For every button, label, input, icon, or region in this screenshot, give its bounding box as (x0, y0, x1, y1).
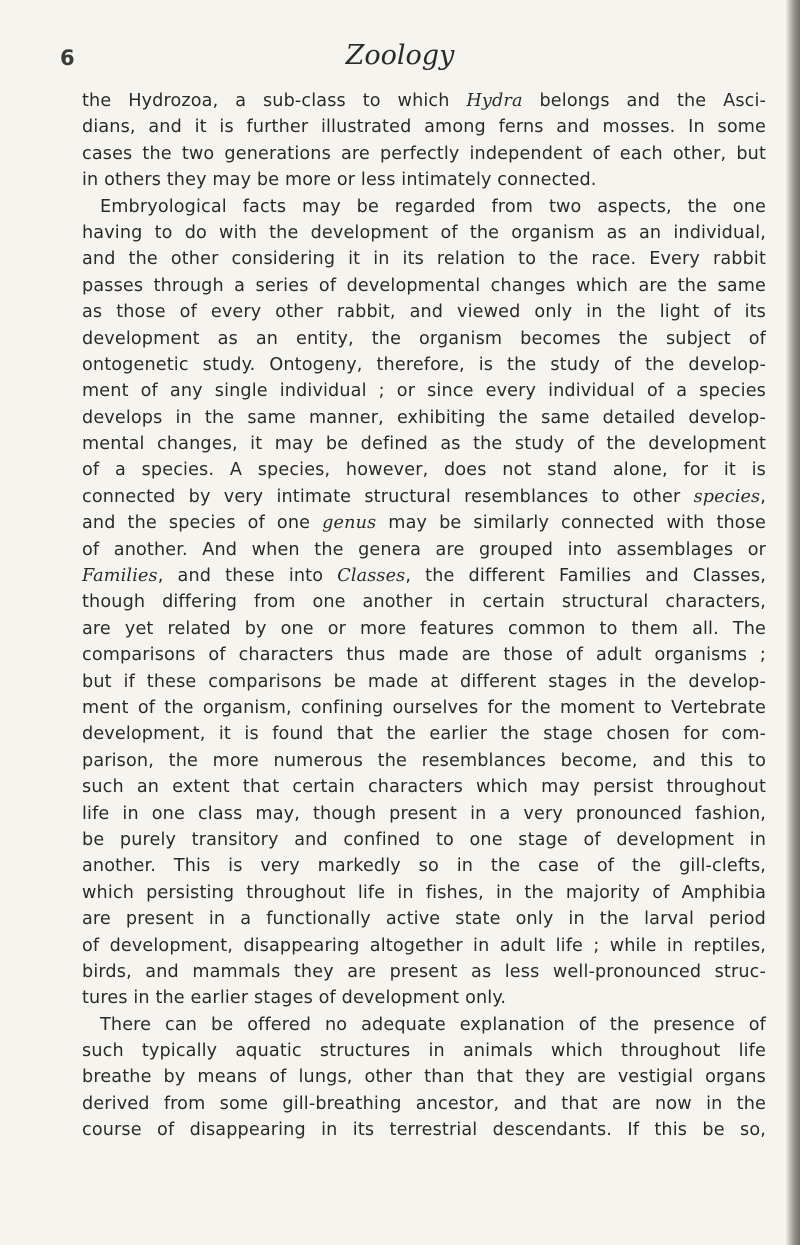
italic-term: species (693, 486, 761, 507)
text-line (82, 748, 766, 774)
text-line (82, 1038, 766, 1064)
text-line (82, 352, 766, 378)
text-line (82, 880, 766, 906)
text-run: There can be offered no adequate explanation of the presence of (100, 1014, 766, 1035)
text-run: belongs and the Asci- (522, 91, 766, 111)
text-run: development, it is found that the earlier the stage chosen for com- (82, 724, 766, 745)
italic-term: Hydra (466, 91, 523, 111)
page-number: 6 (60, 46, 75, 70)
text-line (82, 959, 766, 985)
text-line (82, 669, 766, 695)
text-run: another. This is very markedly so in the case of the gill-clefts, (82, 856, 766, 877)
text-line (82, 299, 766, 325)
text-line (82, 827, 766, 853)
text-line (82, 616, 766, 642)
text-run: breathe by means of lungs, other than that they are vestigial organs (82, 1067, 766, 1088)
text-line (82, 563, 766, 589)
text-line (82, 220, 766, 246)
text-run: ment of the organism, confining ourselves for the moment to Vertebrate (82, 697, 766, 718)
text-run: life in one class may, though present in a very pronounced fashion, (82, 803, 766, 824)
text-line (82, 273, 766, 299)
text-run: are present in a functionally active state only in the larval period (82, 909, 766, 930)
text-run: dians, and it is further illustrated among ferns and mosses. In some (82, 117, 766, 138)
text-run: , (760, 486, 766, 507)
text-run: such an extent that certain characters which may persist throughout (82, 777, 766, 798)
text-line (82, 246, 766, 272)
text-run: connected by very intimate structural resemblances to other (82, 486, 694, 507)
text-line (82, 405, 766, 431)
text-line (82, 1012, 766, 1038)
running-title: Zoology (345, 40, 455, 71)
text-run: course of disappearing in its terrestrial descendants. If this be so, (82, 1120, 766, 1141)
text-run: , and these into (157, 566, 338, 587)
text-run: of another. And when the genera are grouped into assemblages or (82, 539, 766, 560)
text-run: though differing from one another in certain structural characters, (82, 592, 766, 613)
text-run: and the other considering it in its relation to the race. Every rabbit (82, 249, 766, 270)
text-run: , the different Families and Classes, (405, 566, 766, 587)
text-run: having to do with the development of the organism as an individual, (82, 222, 766, 243)
text-line (82, 457, 766, 483)
text-line (82, 642, 766, 668)
text-line (82, 194, 766, 220)
text-run: Embryological facts may be regarded from two aspects, the one (100, 196, 766, 217)
text-run: birds, and mammals they are present as less well-pronounced struc- (82, 961, 766, 982)
text-run: as those of every other rabbit, and viewed only in the light of its (82, 302, 766, 323)
text-run: ontogenetic study. Ontogeny, therefore, is the study of the develop- (82, 354, 766, 375)
text-run: ment of any single individual ; or since every individual of a species (82, 381, 766, 402)
text-run: which persisting throughout life in fishes, in the majority of Amphibia (82, 882, 766, 903)
text-run: the Hydrozoa, a sub-class to which (82, 91, 467, 111)
text-run: derived from some gill-breathing ancestor, and that are now in the (82, 1093, 766, 1114)
text-line (82, 167, 766, 193)
italic-term: Classes (337, 566, 406, 587)
text-line (82, 484, 766, 510)
text-line (82, 985, 766, 1011)
text-run: be purely transitory and confined to one stage of development in (82, 829, 766, 850)
text-run: passes through a series of developmental changes which are the same (82, 275, 766, 296)
text-run: of a species. A species, however, does not stand alone, for it is (82, 460, 766, 481)
text-line (82, 774, 766, 800)
text-run: in others they may be more or less intimately connected. (82, 170, 597, 191)
text-line (82, 906, 766, 932)
text-line (82, 378, 766, 404)
text-line (82, 1091, 766, 1117)
text-run: development as an entity, the organism becomes the subject of (82, 328, 766, 349)
text-run: comparisons of characters thus made are those of adult organisms ; (82, 645, 766, 666)
text-line (82, 695, 766, 721)
text-run: tures in the earlier stages of development only. (82, 988, 507, 1009)
text-line (82, 114, 766, 140)
text-run: such typically aquatic structures in animals which throughout life (82, 1041, 766, 1062)
text-line (82, 1064, 766, 1090)
text-line (82, 431, 766, 457)
text-line (82, 88, 766, 114)
text-run: mental changes, it may be defined as the study of the development (82, 434, 766, 455)
text-run: but if these comparisons be made at different stages in the develop- (82, 671, 766, 692)
text-run: of development, disappearing altogether in adult life ; while in reptiles, (82, 935, 766, 956)
text-line (82, 537, 766, 563)
italic-term: genus (322, 513, 377, 534)
text-run: and the species of one (82, 513, 323, 534)
body-text (82, 88, 766, 1144)
page-edge-shadow (786, 0, 800, 1245)
text-line (82, 721, 766, 747)
text-line (82, 510, 766, 536)
text-line (82, 589, 766, 615)
text-line (82, 326, 766, 352)
text-run: parison, the more numerous the resemblances become, and this to (82, 750, 766, 771)
text-line (82, 853, 766, 879)
italic-term: Families (82, 566, 158, 587)
text-line (82, 141, 766, 167)
text-line (82, 933, 766, 959)
text-run: are yet related by one or more features common to them all. The (82, 618, 766, 639)
text-run: cases the two generations are perfectly independent of each other, but (82, 143, 766, 164)
text-line (82, 1117, 766, 1143)
text-run: may be similarly connected with those (376, 513, 766, 534)
text-line (82, 801, 766, 827)
text-run: develops in the same manner, exhibiting the same detailed develop- (82, 407, 766, 428)
